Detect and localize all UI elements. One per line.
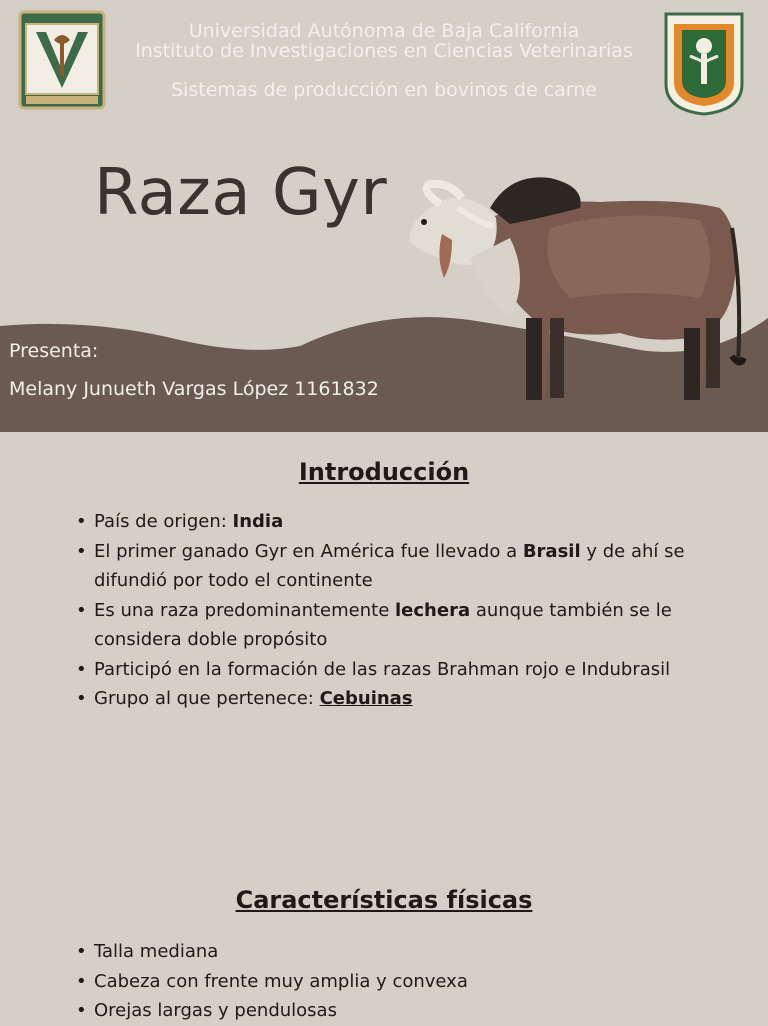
- physical-characteristics-heading: Características físicas: [235, 886, 533, 914]
- list-item: • Grupo al que pertenece: Cebuinas: [76, 684, 726, 714]
- institute-name: Instituto de Investigaciones en Ciencias Veterinarias: [135, 40, 633, 62]
- list-item: • Es una raza predominantemente lechera aunque también se le considera doble propósito: [76, 596, 726, 655]
- gyr-bull-photo: [400, 168, 750, 418]
- list-item: • Cabeza con frente muy amplia y convexa: [76, 967, 726, 997]
- presenter-label: Presenta:: [9, 340, 99, 362]
- introduction-heading: Introducción: [298, 458, 470, 486]
- list-item: • Orejas largas y pendulosas: [76, 996, 726, 1026]
- list-item: • Talla mediana: [76, 937, 726, 967]
- course-name: Sistemas de producción en bovinos de carne: [171, 79, 597, 101]
- list-item: • Participó en la formación de las razas Brahman rojo e Indubrasil: [76, 655, 726, 685]
- physical-characteristics-list: [76, 937, 726, 1026]
- university-name: Universidad Autónoma de Baja California: [188, 20, 580, 42]
- presenter-name: Melany Junueth Vargas López 1161832: [9, 378, 379, 400]
- list-item: • El primer ganado Gyr en América fue llevado a Brasil y de ahí se difundió por todo el continente: [76, 537, 726, 596]
- introduction-list: [76, 507, 726, 714]
- list-item: • País de origen: India: [76, 507, 726, 537]
- page-title: Raza Gyr: [94, 156, 388, 230]
